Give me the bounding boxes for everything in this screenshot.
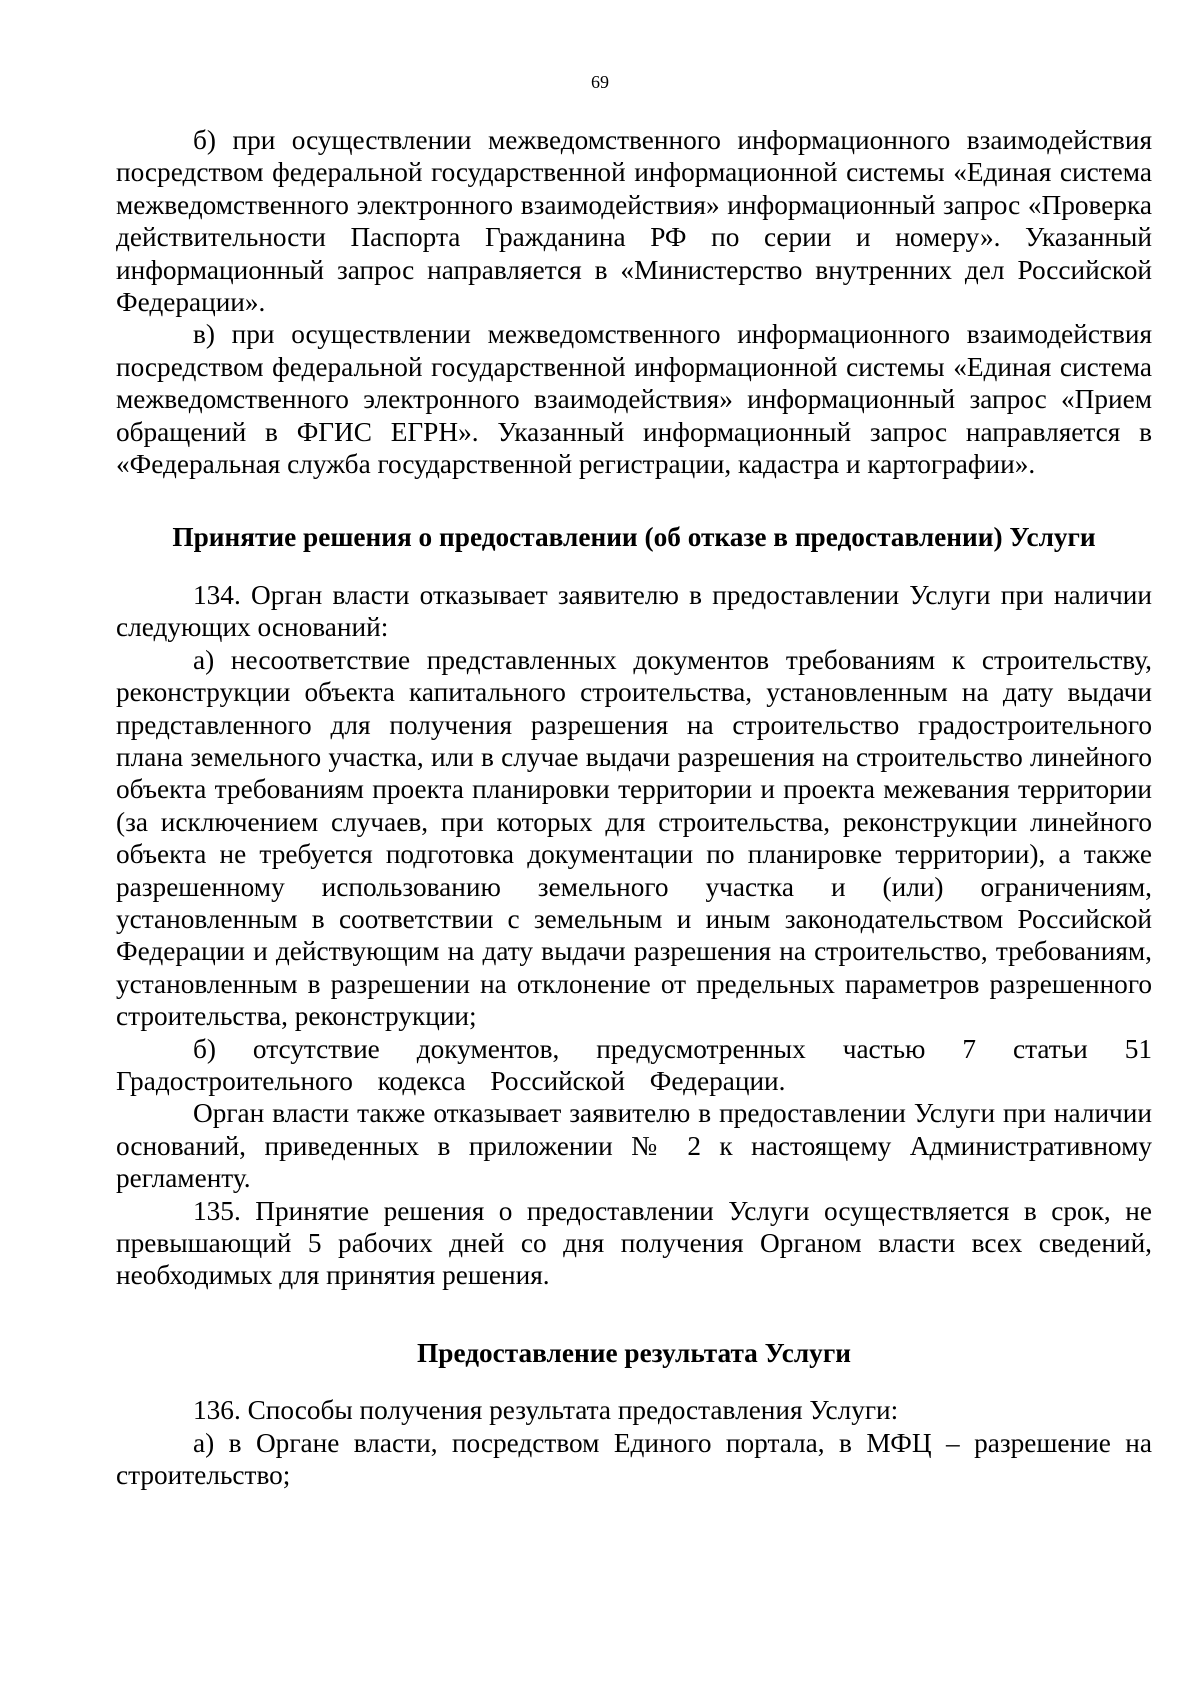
paragraph-134-clause-a: а) несоответствие представленных документов требованиям к строительству, реконструкции объекта капитального строительства, установленным на дату выдачи представленного для получения разрешения на строительство градостроительного плана земельного участка, или в случае выдачи разрешения на строительство линейного объекта требованиям проекта планировки территории и проекта межевания территории (за исключением случаев, при которых для строительства, реконструкции линейного объекта не требуется подготовка документации по планировке территории), а также разрешенному использованию земельного участка и (или) ограничениям, установленным в соответствии с земельным и иным законодательством Российской Федерации и действующим на дату выдачи разрешения на строительство, требованиям, установленным в разрешении на отклонение от предельных параметров разрешенного строительства, реконструкции;: [116, 644, 1152, 1032]
page-content: [116, 124, 1152, 1491]
paragraph-additional-refusal-grounds: Орган власти также отказывает заявителю в предоставлении Услуги при наличии оснований, приведенных в приложении № 2 к настоящему Административному регламенту.: [116, 1098, 1152, 1194]
paragraph-clause-b-passport-request: б) при осуществлении межведомственного информационного взаимодействия посредством федеральной государственной информационной системы «Единая система межведомственного электронного взаимодействия» информационный запрос «Проверка действительности Паспорта Гражданина РФ по серии и номеру». Указанный информационный запрос направляется в «Министерство внутренних дел Российской Федерации».: [116, 125, 1152, 318]
paragraph-135: 135. Принятие решения о предоставлении Услуги осуществляется в срок, не превышающий 5 рабочих дней со дня получения Органом власти всех сведений, необходимых для принятия решения.: [116, 1195, 1152, 1291]
page-number: 69: [591, 72, 609, 92]
section-heading-result: Предоставление результата Услуги: [417, 1337, 851, 1368]
section-heading-decision: Принятие решения о предоставлении (об отказе в предоставлении) Услуги: [172, 522, 1096, 553]
paragraph-clause-v-egrn-request: в) при осуществлении межведомственного информационного взаимодействия посредством федеральной государственной информационной системы «Единая система межведомственного электронного взаимодействия» информационный запрос «Прием обращений в ФГИС ЕГРН». Указанный информационный запрос направляется в «Федеральная служба государственной регистрации, кадастра и картографии».: [116, 319, 1152, 480]
paragraph-136-clause-a: а) в Органе власти, посредством Единого портала, в МФЦ – разрешение на строительство;: [116, 1427, 1152, 1491]
paragraph-134: 134. Орган власти отказывает заявителю в предоставлении Услуги при наличии следующих оснований:: [116, 579, 1152, 643]
paragraph-136: 136. Способы получения результата предоставления Услуги:: [193, 1395, 899, 1426]
paragraph-134-clause-b: б) отсутствие документов, предусмотренных частью 7 статьи 51 Градостроительного кодекса Российской Федерации.: [116, 1033, 1152, 1096]
